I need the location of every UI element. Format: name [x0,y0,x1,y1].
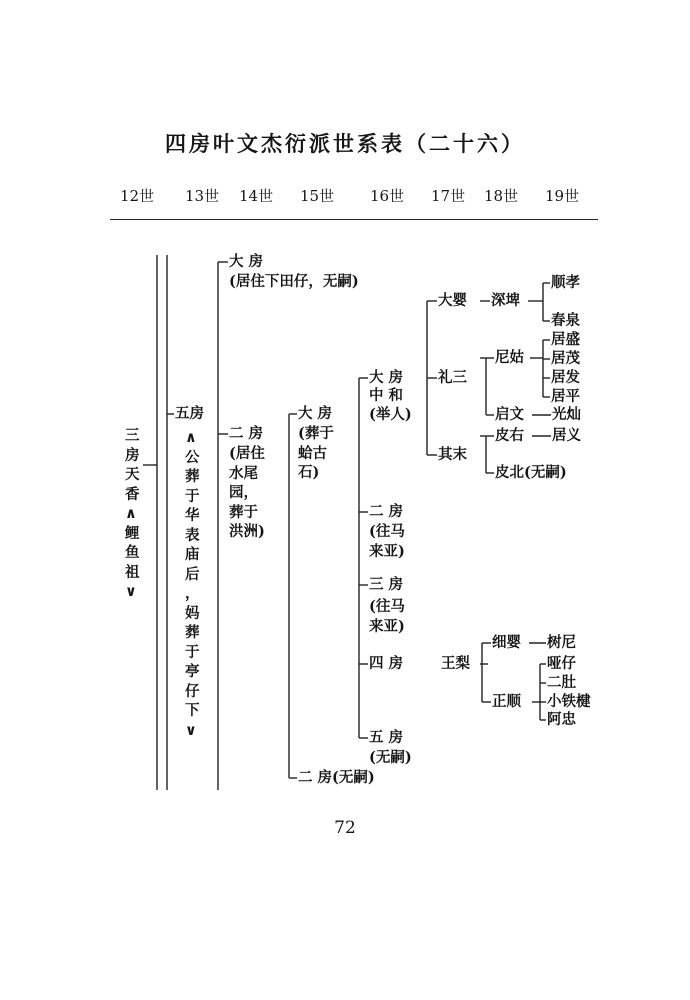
gen18-nigu: 尼姑 [495,349,524,366]
gen18-shenpi: 深埤 [491,292,520,309]
generation-label-19: 19世 [545,187,580,205]
gen18-piyou: 皮右 [495,427,524,444]
gen18-pibei: 皮北(无嗣) [495,464,567,481]
gen14-erfang-note: (居住 水尾 园， 葬于 洪洲) [229,445,265,540]
page-title: 四房叶文杰衍派世系表（二十六） [165,131,525,156]
gen14-erfang: 二 房 [229,425,264,442]
gen16-sanfang-note: (往马 来亚) [369,598,405,635]
gen18-xiying: 细婴 [492,634,521,651]
gen19-shunxiao: 顺孝 [551,274,580,291]
generation-label-15: 15世 [300,187,335,205]
gen16-zhonghe: 中 和 [369,387,404,404]
gen13-wufang-burial-note: ∧ 公 葬 于 华 表 庙 后 ， 妈 葬 于 亭 仔 下 ∨ [185,429,200,739]
gen19-chunquan: 春泉 [551,312,580,329]
gen18-zhengshun: 正顺 [492,693,521,710]
gen17-wangli: 王梨 [441,655,470,672]
gen19-juping: 居平 [551,388,580,405]
generation-label-13: 13世 [185,187,220,205]
gen19-ahui: 阿忠 [547,711,576,728]
gen16-sanfang: 三 房 [369,576,404,593]
gen16-wufang-note: (无嗣) [369,749,412,766]
gen19-guangshan: 光灿 [552,406,581,423]
generation-label-14: 14世 [239,187,274,205]
gen16-sifang: 四 房 [369,655,404,672]
gen19-jumao: 居茂 [551,350,580,367]
generation-label-17: 17世 [431,187,466,205]
gen16-dafang-note: (举人) [369,406,412,423]
gen15-dafang: 大 房 [298,405,333,422]
gen19-juying: 居盛 [551,331,580,348]
generation-label-16: 16世 [370,187,405,205]
gen16-erfang-note: (往马 来亚) [369,523,405,560]
gen15-erfang: 二 房(无嗣) [298,769,375,786]
gen16-wufang: 五 房 [369,729,404,746]
page-number: 72 [334,818,356,838]
gen14-dafang-note: (居住下田仔，无嗣) [229,273,359,290]
gen19-juyi: 居义 [552,427,581,444]
gen19-erdu: 二肚 [547,674,576,691]
gen19-yazai: 哑仔 [547,655,576,672]
generation-label-12: 12世 [120,187,155,205]
gen19-xiaotiezhi: 小铁楗 [547,693,591,710]
gen17-daying: 大婴 [438,292,467,309]
gen12-sanfang-tianxiang: 三 房 天 香 ∧ 鲤 鱼 祖 ∨ [125,427,140,600]
gen16-erfang: 二 房 [369,503,404,520]
gen13-wufang: 五房 [175,405,204,422]
generation-label-18: 18世 [484,187,519,205]
gen17-qimo: 其末 [438,446,467,463]
gen19-jufa: 居发 [551,369,580,386]
gen16-dafang: 大 房 [369,369,404,386]
gen17-lisan: 礼三 [438,369,467,386]
gen15-dafang-note: (葬于 蛤古 石) [298,425,334,481]
gen14-dafang: 大 房 [229,253,264,270]
gen18-qiwen: 启文 [495,406,524,423]
gen19-shuni: 树尼 [547,634,576,651]
